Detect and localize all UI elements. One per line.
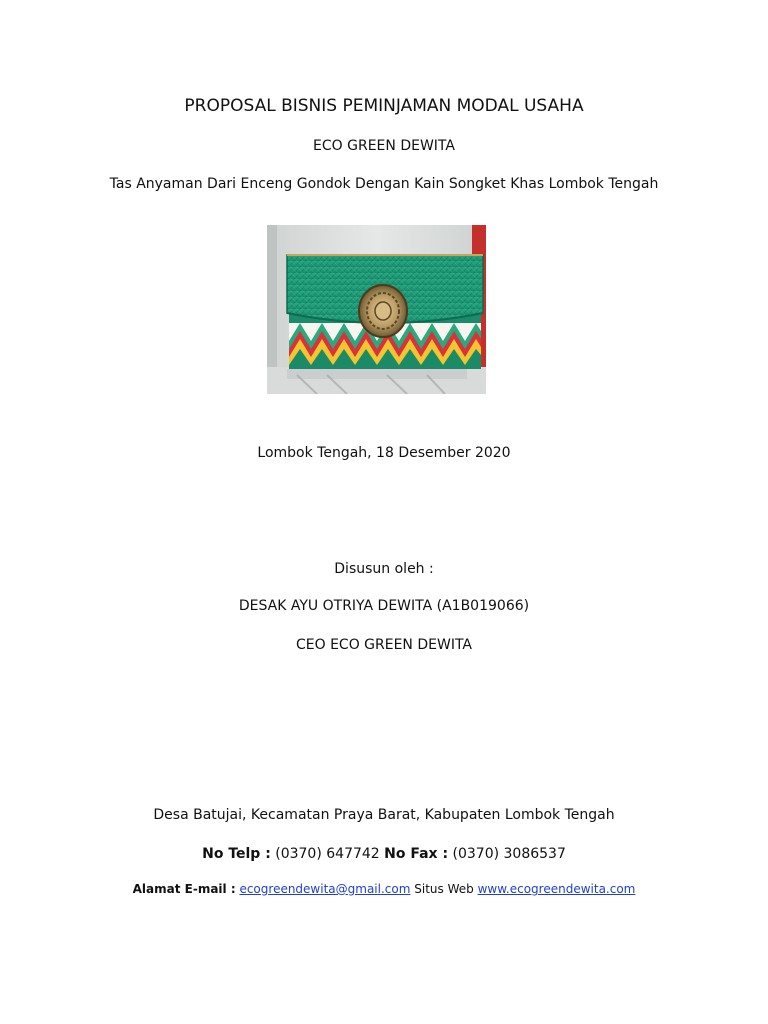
contact-line (0, 882, 768, 896)
document-subtitle: Tas Anyaman Dari Enceng Gondok Dengan Kain Songket Khas Lombok Tengah (109, 176, 659, 192)
email-link[interactable]: ecogreendewita@gmail.com (239, 882, 411, 896)
company-address: Desa Batujai, Kecamatan Praya Barat, Kabupaten Lombok Tengah (153, 807, 615, 823)
author-name: DESAK AYU OTRIYA DEWITA (A1B019066) (238, 598, 530, 614)
document-title: PROPOSAL BISNIS PEMINJAMAN MODAL USAHA (184, 96, 584, 116)
email-label: Alamat E-mail : (132, 882, 236, 896)
document-date: Lombok Tengah, 18 Desember 2020 (257, 445, 511, 461)
brand-name: ECO GREEN DEWITA (313, 138, 455, 154)
fax-label: No Fax : (384, 846, 449, 862)
product-photo (267, 225, 486, 394)
fax-value: (0370) 3086537 (448, 846, 566, 862)
web-label: Situs Web (414, 882, 474, 896)
phone-fax-line (0, 846, 768, 863)
author-label: Disusun oleh : (334, 561, 434, 577)
phone-value: (0370) 647742 (270, 846, 385, 862)
website-link[interactable]: www.ecogreendewita.com (477, 882, 636, 896)
phone-label: No Telp : (202, 846, 271, 862)
author-role: CEO ECO GREEN DEWITA (295, 637, 472, 653)
